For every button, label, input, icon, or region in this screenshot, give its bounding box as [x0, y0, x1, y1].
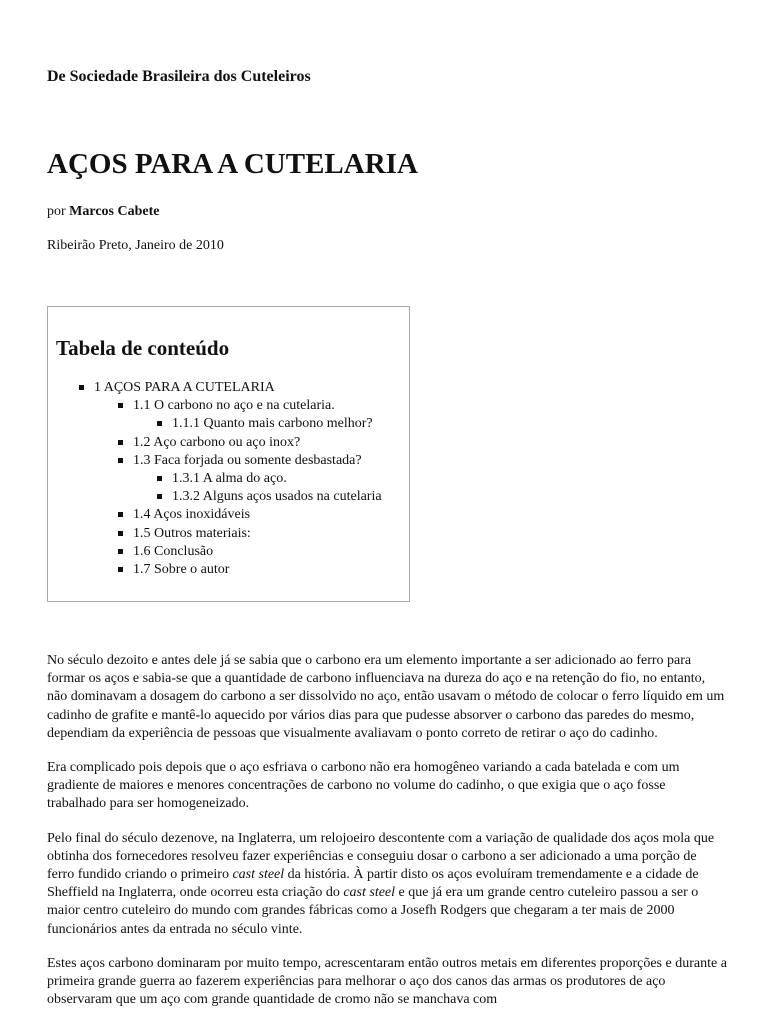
toc-item-label[interactable]: 1.1.1 Quanto mais carbono melhor?	[172, 416, 373, 432]
byline-prefix: por	[47, 204, 66, 219]
paragraph-3	[47, 830, 727, 939]
toc-title: Tabela de conteúdo	[56, 336, 230, 360]
toc-item[interactable]	[48, 379, 408, 397]
square-bullet-icon	[118, 531, 123, 536]
toc-item-label[interactable]: 1 AÇOS PARA A CUTELARIA	[94, 380, 275, 395]
paragraph-3-part-b: da história. À partir disto os aços evoluíram tremendamente e a cidade de Sheffield na Inglaterra, onde ocorreu esta criação do	[47, 867, 699, 901]
paragraph-3-part-a: Pelo final do século dezenove, na Inglaterra, um relojoeiro descontente com a variação de qualidade dos aços mola que obtinha dos fornecedores resolveu fazer experiências e conseguiu dosar o carbono a ser adicionado a uma porção de ferro fundido criando o primeiro	[47, 830, 715, 883]
square-bullet-icon	[118, 512, 123, 517]
toc-item-label[interactable]: 1.7 Sobre o autor	[133, 562, 230, 578]
toc-item-label[interactable]: 1.1 O carbono no aço e na cutelaria.	[133, 398, 335, 414]
toc-item[interactable]	[48, 525, 408, 543]
site-title: De Sociedade Brasileira dos Cuteleiros	[47, 68, 311, 85]
toc-item[interactable]	[48, 397, 408, 415]
toc-list	[48, 379, 408, 579]
cast-steel-term: cast steel	[343, 885, 396, 901]
square-bullet-icon	[118, 440, 123, 445]
square-bullet-icon	[157, 476, 162, 481]
paragraph-4: Estes aços carbono dominaram por muito tempo, acrescentaram então outros metais em diferentes proporções e durante a primeira grande guerra ao fazerem experiências para melhorar o aço dos canos das armas os produtores de aço observaram que um aço com grande quantidade de cromo não se manchava com	[47, 955, 727, 1008]
toc-item-label[interactable]: 1.6 Conclusão	[133, 543, 214, 559]
table-of-contents	[47, 306, 410, 602]
toc-item[interactable]	[48, 506, 408, 524]
toc-item[interactable]	[48, 488, 408, 506]
square-bullet-icon	[79, 385, 84, 390]
square-bullet-icon	[157, 494, 162, 499]
square-bullet-icon	[118, 403, 123, 408]
toc-item[interactable]	[48, 543, 408, 561]
toc-item-label[interactable]: 1.2 Aço carbono ou aço inox?	[133, 434, 301, 450]
byline	[47, 204, 160, 220]
paragraph-3-part-c: e que já era um grande centro cuteleiro passou a ser o maior centro cuteleiro do mundo com grandes fábricas como a Josefh Rodgers que chegaram a ter mais de 2000 funcionários antes da entrada no século vinte.	[47, 885, 699, 937]
square-bullet-icon	[118, 567, 123, 572]
toc-item-label[interactable]: 1.3.2 Alguns aços usados na cutelaria	[172, 489, 382, 505]
document-title: AÇOS PARA A CUTELARIA	[47, 148, 418, 180]
square-bullet-icon	[118, 549, 123, 554]
toc-item[interactable]	[48, 452, 408, 470]
article-body	[47, 652, 727, 1025]
toc-item-label[interactable]: 1.5 Outros materiais:	[133, 525, 251, 541]
place-date: Ribeirão Preto, Janeiro de 2010	[47, 238, 224, 253]
toc-item[interactable]	[48, 415, 408, 433]
author-name: Marcos Cabete	[69, 204, 160, 219]
paragraph-2: Era complicado pois depois que o aço esfriava o carbono não era homogêneo variando a cada batelada e com um gradiente de maiores e menores concentrações de carbono no volume do cadinho, o que exigia que o aço fosse trabalhado para ser homogeneizado.	[47, 760, 680, 812]
toc-item[interactable]	[48, 470, 408, 488]
toc-item[interactable]	[48, 561, 408, 579]
toc-item-label[interactable]: 1.3.1 A alma do aço.	[172, 471, 287, 487]
toc-item[interactable]	[48, 434, 408, 452]
cast-steel-term: cast steel	[232, 867, 285, 883]
square-bullet-icon	[157, 421, 162, 426]
toc-item-label[interactable]: 1.4 Aços inoxidáveis	[133, 507, 251, 523]
toc-item-label[interactable]: 1.3 Faca forjada ou somente desbastada?	[133, 452, 362, 468]
paragraph-1: No século dezoito e antes dele já se sabia que o carbono era um elemento importante a ser adicionado ao ferro para formar os aços e sabia-se que a quantidade de carbono influenciava na dureza do aço e na retenção do fio, no entanto, não dominavam a dosagem do carbono a ser dissolvido no aço, então usavam o método de colocar o ferro líquido em um cadinho de grafite e mantê-lo aquecido por vários dias para que pudesse absorver o carbono das paredes do mesmo, dependiam da experiência de pessoas que visualmente avaliavam o ponto correto de retirar o aço do cadinho.	[47, 653, 725, 741]
square-bullet-icon	[118, 458, 123, 463]
